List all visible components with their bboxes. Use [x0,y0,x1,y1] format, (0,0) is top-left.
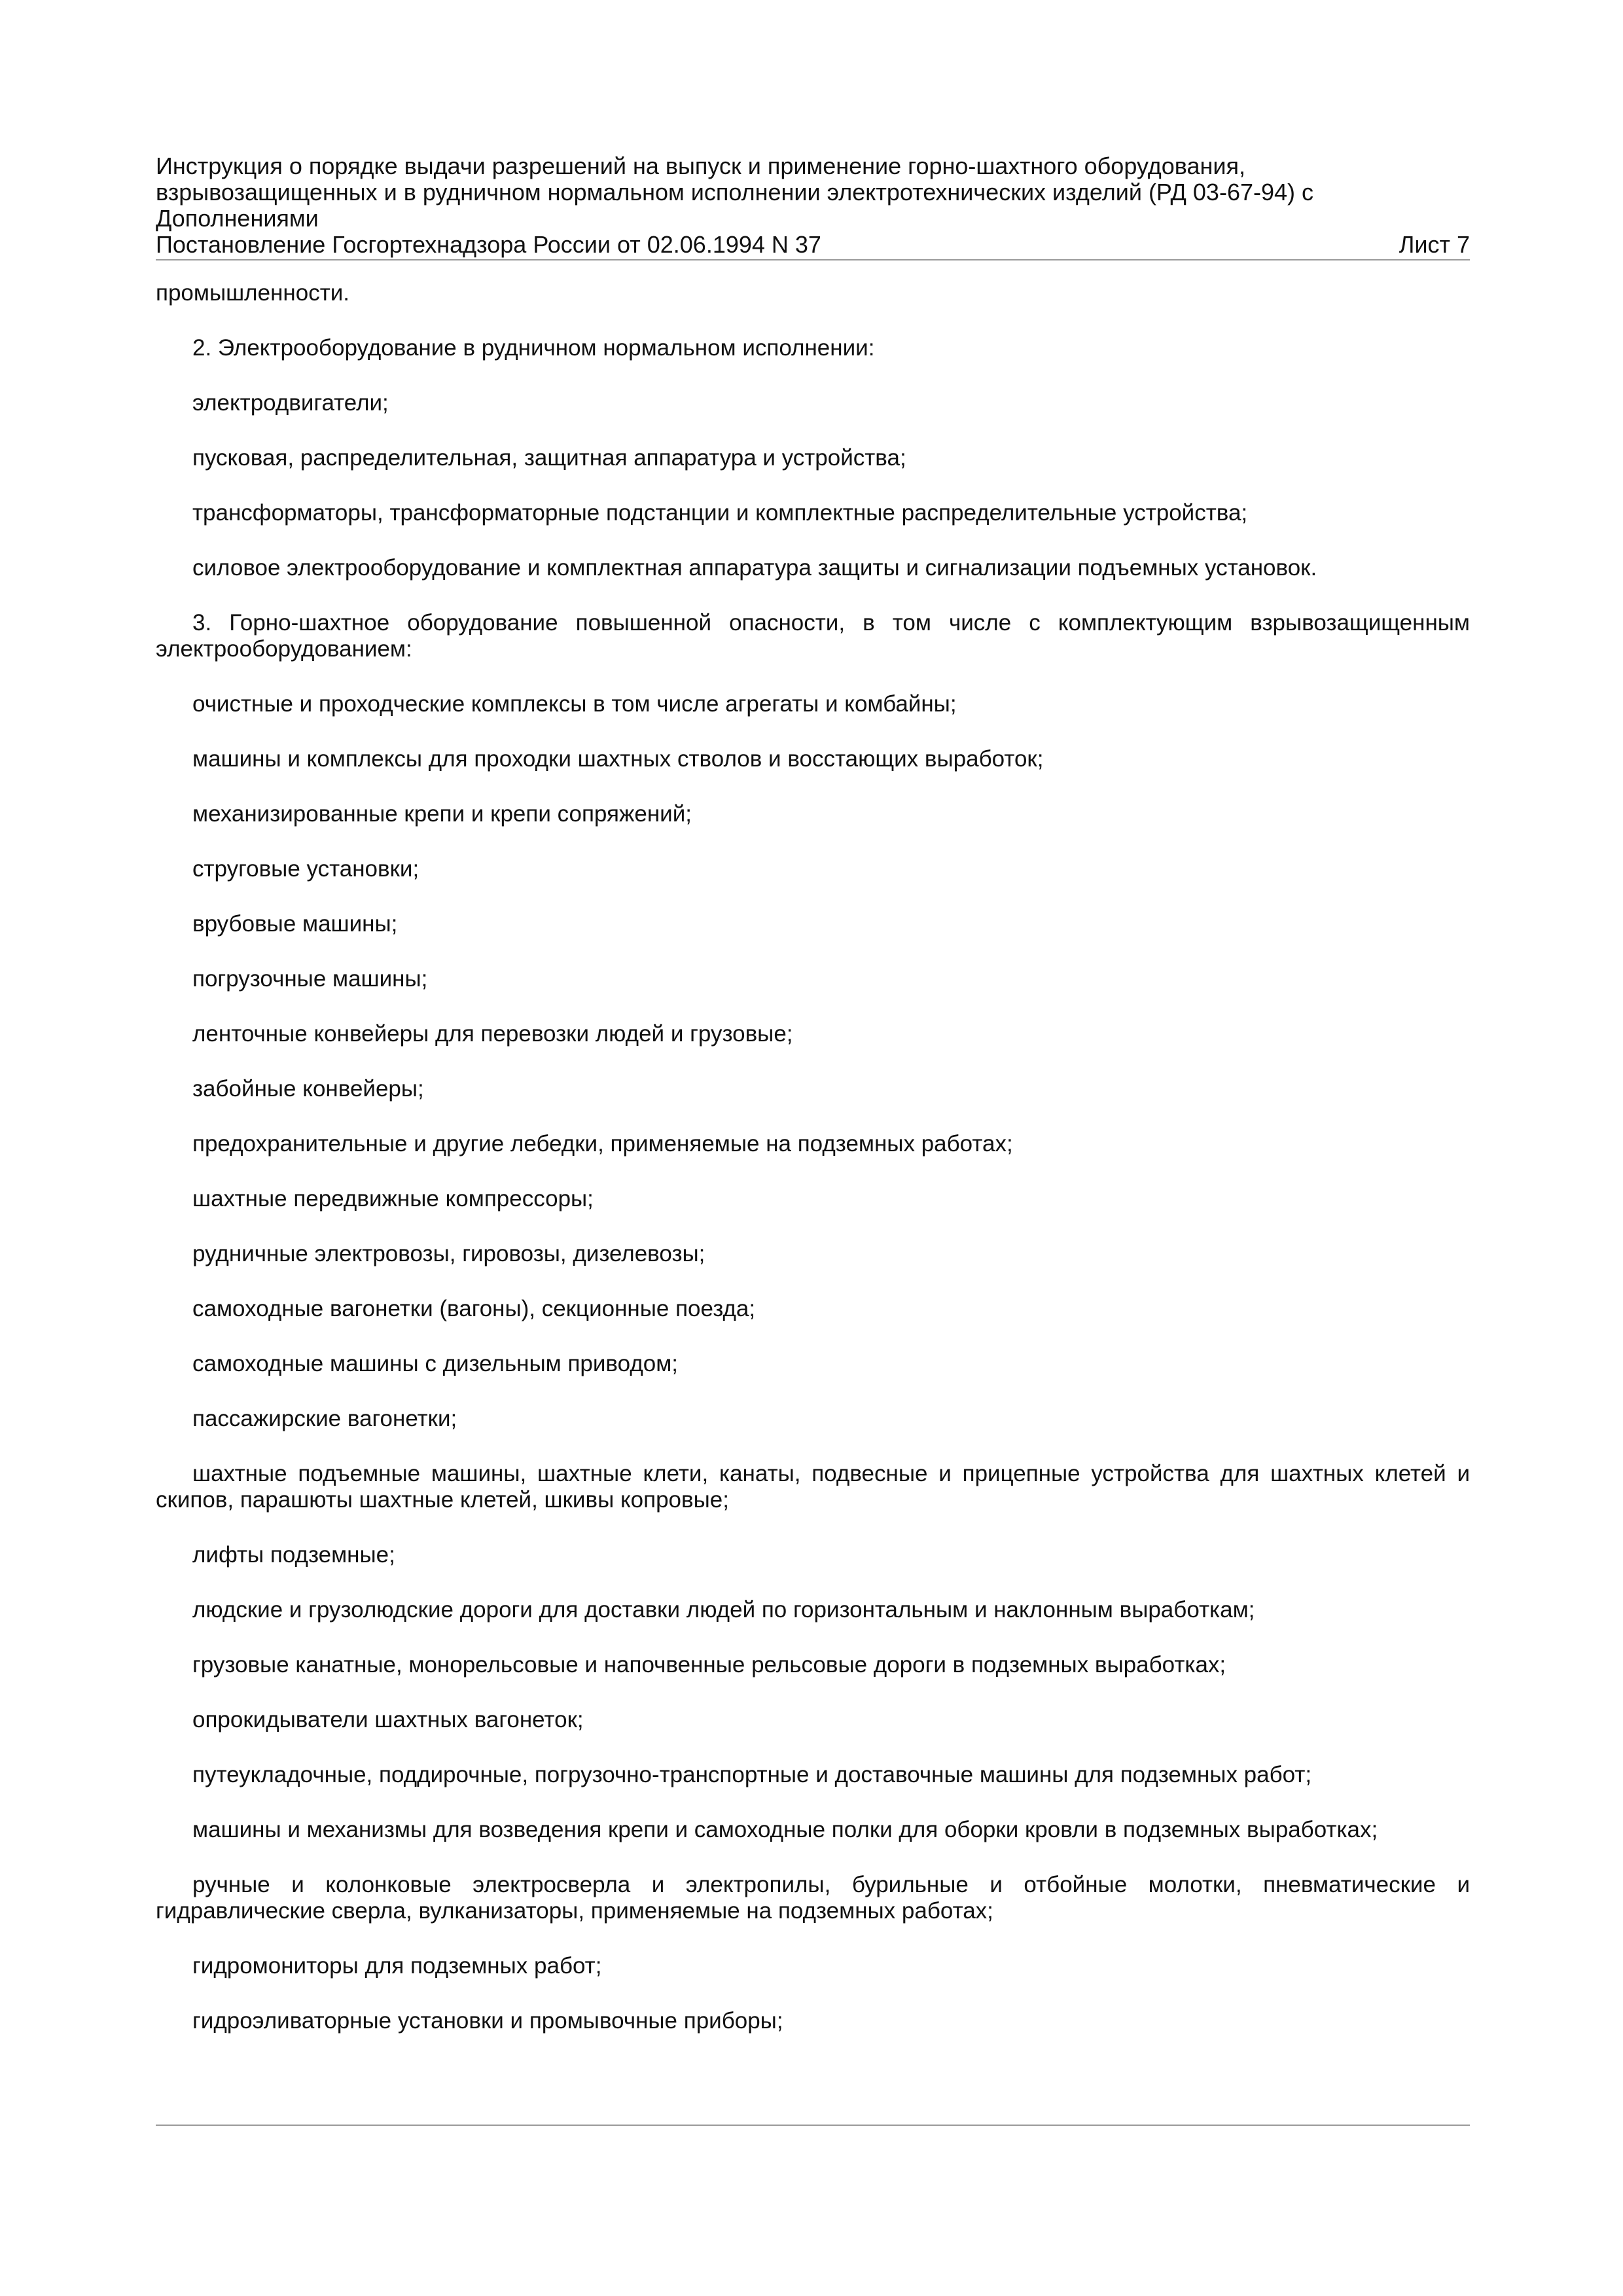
list-item: путеукладочные, поддирочные, погрузочно-транспортные и доставочные машины для подземных работ; [192,1762,1312,1787]
decree-reference: Постановление Госгортехнадзора России от 02.06.1994 N 37 [156,231,821,258]
list-item: шахтные подъемные машины, шахтные клети, канаты, подвесные и прицепные устройства для шахтных клетей и скипов, парашюты шахтные клетей, шкивы копровые; [156,1461,1470,1513]
list-item: гидромониторы для подземных работ; [192,1953,602,1979]
list-item: людские и грузолюдские дороги для доставки людей по горизонтальным и наклонным выработкам; [192,1597,1255,1623]
list-item: ленточные конвейеры для перевозки людей и грузовые; [192,1021,793,1047]
list-item: предохранительные и другие лебедки, применяемые на подземных работах; [192,1131,1013,1157]
section-heading-2: 2. Электрооборудование в рудничном нормальном исполнении: [192,335,875,361]
list-item: пусковая, распределительная, защитная аппаратура и устройства; [192,445,906,471]
document-title: Инструкция о порядке выдачи разрешений на выпуск и применение горно-шахтного оборудования, взрывозащищенных и в рудничном нормальном исполнении электротехнических изделий (РД 03-67-94) с Дополнениями [156,152,1314,232]
list-item: погрузочные машины; [192,966,428,992]
list-item: электродвигатели; [192,390,389,416]
list-item: механизированные крепи и крепи сопряжений; [192,801,692,827]
list-item: пассажирские вагонетки; [192,1406,457,1431]
list-item: опрокидыватели шахтных вагонеток; [192,1707,584,1732]
paragraph-continuation: промышленности. [156,280,349,306]
list-item: рудничные электровозы, гировозы, дизелевозы; [192,1241,705,1266]
footer-divider [156,2125,1470,2126]
list-item: шахтные передвижные компрессоры; [192,1186,594,1211]
list-item: лифты подземные; [192,1542,395,1568]
list-item: грузовые канатные, монорельсовые и напочвенные рельсовые дороги в подземных выработках; [192,1652,1226,1677]
list-item: ручные и колонковые электросверла и электропилы, бурильные и отбойные молотки, пневматические и гидравлические сверла, вулканизаторы, применяемые на подземных работах; [156,1872,1470,1924]
list-item: врубовые машины; [192,911,398,937]
list-item: трансформаторы, трансформаторные подстанции и комплектные распределительные устройства; [192,500,1248,526]
header-row [156,232,1470,260]
section-heading-3: 3. Горно-шахтное оборудование повышенной опасности, в том числе с комплектующим взрывозащищенным электрооборудованием: [156,610,1470,662]
list-item: машины и комплексы для проходки шахтных стволов и восстающих выработок; [192,746,1044,772]
list-item: забойные конвейеры; [192,1076,424,1102]
document-header [156,153,1470,260]
list-item: гидроэливаторные установки и промывочные приборы; [192,2008,783,2034]
list-item: очистные и проходческие комплексы в том числе агрегаты и комбайны; [192,691,957,717]
sheet-number: Лист 7 [1399,231,1470,258]
list-item: машины и механизмы для возведения крепи и самоходные полки для оборки кровли в подземных выработках; [192,1817,1378,1842]
document-body [156,280,1470,2063]
list-item: самоходные вагонетки (вагоны), секционные поезда; [192,1296,756,1321]
list-item: самоходные машины с дизельным приводом; [192,1351,678,1376]
list-item: силовое электрооборудование и комплектная аппаратура защиты и сигнализации подъемных установок. [192,555,1317,581]
list-item: струговые установки; [192,856,419,882]
